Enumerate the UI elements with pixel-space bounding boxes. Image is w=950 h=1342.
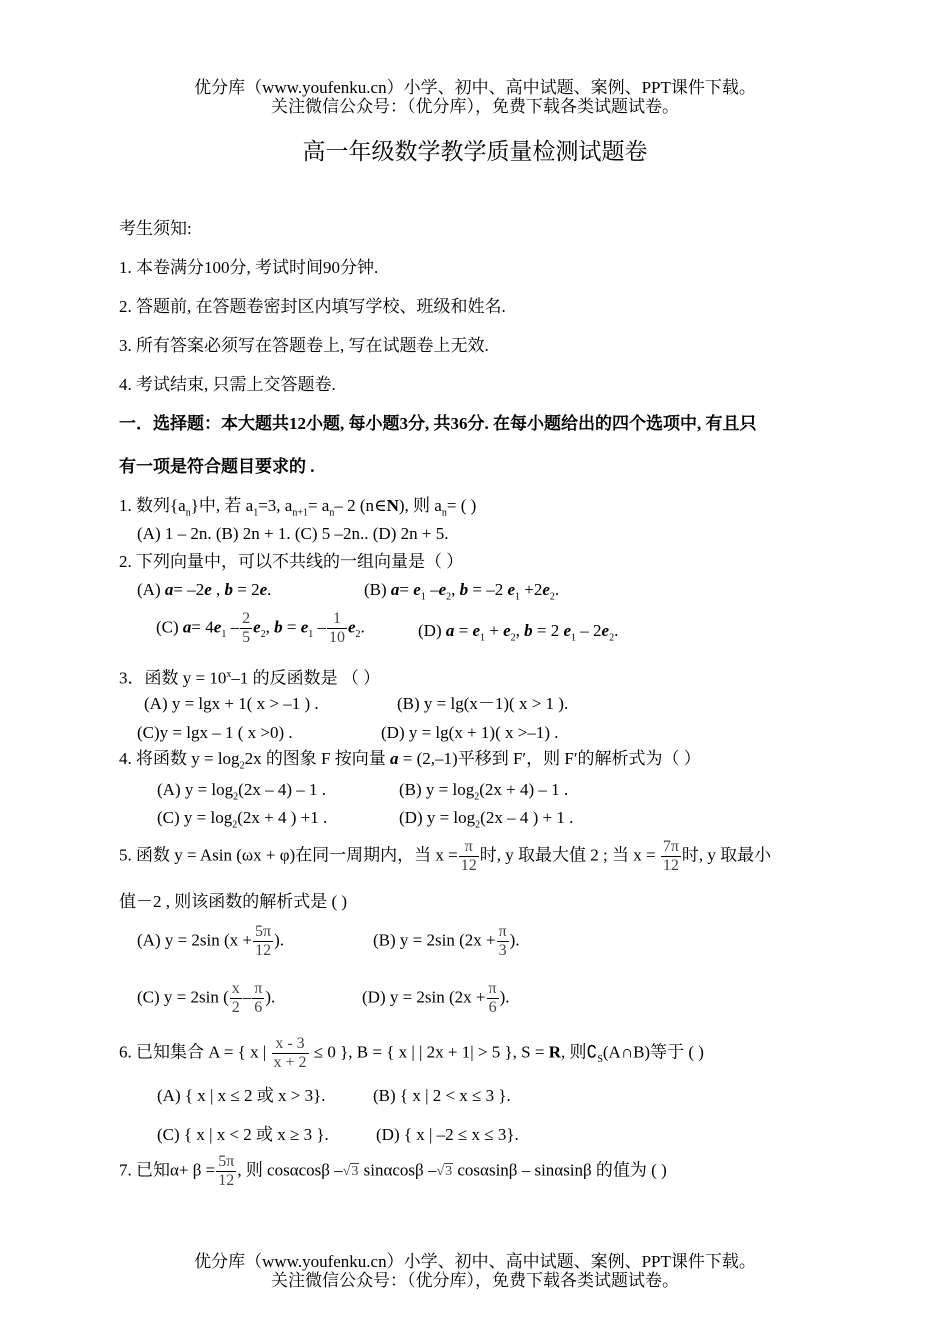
question-4-stem: 4. 将函数 $y = \log_22x$ 的图象 F 按向量 a = (2,–1)平移到 F′，则 F′的解析式为（ ） xyxy=(119,749,701,772)
section-heading-line-2: 有一项是符合题目要求的 . xyxy=(119,457,315,476)
question-5-stem-cont: 值－2 , 则该函数的解析式是 ( ) xyxy=(119,892,348,911)
notice-item-2: 2. 答题前, 在答题卷密封区内填写学校、班级和姓名. xyxy=(119,297,506,316)
question-7-stem: 7. 已知α+ β = $\frac{5\pi}{12}$ , 则 cosαcosβ –√3 sinαcosβ –√3 cosαsinβ – sinαsinβ 的值为 ( ) xyxy=(119,1153,667,1189)
question-5-stem: 5. 函数 y = Asin (ωx + φ)在同一周期内，当 x = $\frac{\pi}{12}$ 时, y 取最大值 2 ; 当 x = $\frac{7\pi}{12}$ 时, y 取最小 xyxy=(119,838,772,874)
question-2-option-c: (C) $a= 4e_1$ – $\frac{2}{5}$ $e_2$, $b = e_1$ – $\frac{1}{10}$ $e_2$. xyxy=(156,610,365,646)
question-1-options: (A) 1 – 2n. (B) 2n + 1. (C) 5 –2n.. (D) 2n + 5. xyxy=(137,524,449,543)
question-1-stem: 1. 数列$\{a_n\}$中, 若 $a_1=3$, $a_{n+1}= a_n-$ 2 (n∈N), 则 $a_n=$ ( ) xyxy=(119,496,477,519)
question-5-option-d: (D) y = 2sin (2x + $\frac{\pi}{6}$ ). xyxy=(362,980,510,1016)
question-3-option-a: (A) y = lgx + 1( x > –1 ) . xyxy=(144,694,319,713)
header-line-2: 关注微信公众号：（优分库），免费下载各类试题试卷。 xyxy=(271,97,679,116)
question-3-option-d: (D) y = lg(x + 1)( x >–1) . xyxy=(381,723,559,742)
header-line-1: 优分库（www.youfenku.cn）小学、初中、高中试题、案例、PPT课件下载。 xyxy=(194,78,756,97)
question-5-option-b: (B) y = 2sin (2x + $\frac{\pi}{3}$ ). xyxy=(373,923,520,959)
question-6-option-c: (C) { x | x < 2 或 x ≥ 3 }. xyxy=(157,1125,329,1144)
footer-line-2: 关注微信公众号：（优分库），免费下载各类试题试卷。 xyxy=(271,1271,679,1290)
page-title: 高一年级数学教学质量检测试题卷 xyxy=(302,139,648,164)
question-3-option-b: (B) y = lg(x－1)( x > 1 ). xyxy=(397,694,569,713)
notice-item-4: 4. 考试结束, 只需上交答题卷. xyxy=(119,375,336,394)
question-2-option-d: (D) $a = e_1 + e_2$, b = 2 $e_1 - 2e_2$. xyxy=(418,621,619,644)
question-4-option-b: (B) $y = \log_2(2x + 4) - 1$ . xyxy=(399,780,569,803)
notice-item-1: 1. 本卷满分100分, 考试时间90分钟. xyxy=(119,258,379,277)
notice-item-3: 3. 所有答案必须写在答题卷上, 写在试题卷上无效. xyxy=(119,336,489,355)
question-4-option-a: (A) $y = \log_2(2x - 4) - 1$ . xyxy=(157,780,326,803)
question-6-stem: 6. 已知集合 A = { x | $\frac{x - 3}{x + 2}$ ≤ 0 }, B = { x | | 2x + 1| > 5 }, S = R, 则$∁_S(A\cap B)$等于 ( ) xyxy=(119,1035,704,1071)
question-3-stem: 3．函数 $y = 10^x-1$ 的反函数是 （ ） xyxy=(119,668,381,688)
notice-heading: 考生须知: xyxy=(119,219,192,238)
question-6-option-a: (A) { x | x ≤ 2 或 x > 3}. xyxy=(157,1086,326,1105)
question-5-option-c: (C) y = 2sin ( $\frac{x}{2}$ – $\frac{\pi}{6}$ ). xyxy=(137,980,276,1016)
question-3-option-c: (C)y = lgx – 1 ( x >0) . xyxy=(137,723,293,742)
section-heading-line-1: 一．选择题：本大题共12小题, 每小题3分, 共36分. 在每小题给出的四个选项中, 有且只 xyxy=(119,414,757,433)
question-4-option-d: (D) $y = \log_2(2x - 4$ ) + 1 . xyxy=(399,808,574,831)
question-2-option-a: (A) a= –2e , b = 2e. xyxy=(137,580,272,599)
question-2-stem: 2. 下列向量中，可以不共线的一组向量是（ ） xyxy=(119,552,464,571)
footer-line-1: 优分库（www.youfenku.cn）小学、初中、高中试题、案例、PPT课件下载。 xyxy=(194,1252,756,1271)
question-4-option-c: (C) $y = \log_2(2x + 4$ ) +1 . xyxy=(157,808,328,831)
question-6-option-d: (D) { x | –2 ≤ x ≤ 3}. xyxy=(376,1125,519,1144)
question-6-option-b: (B) { x | 2 < x ≤ 3 }. xyxy=(373,1086,511,1105)
question-5-option-a: (A) y = 2sin (x + $\frac{5\pi}{12}$ ). xyxy=(137,923,285,959)
question-2-option-b: (B) $a= e_1$ $-e_2$, b = –2 $e_1 +2e_2$. xyxy=(364,580,560,603)
